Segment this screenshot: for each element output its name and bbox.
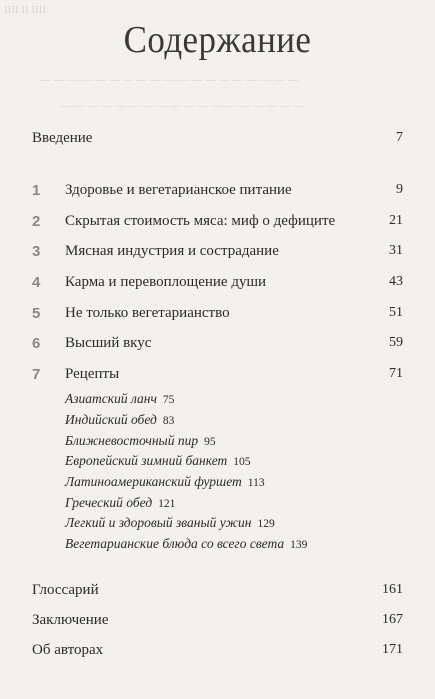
chapter-number: 7 (32, 366, 41, 383)
chapter-label: Высший вкус (65, 335, 152, 351)
toc-recipe-entry[interactable] (65, 453, 251, 469)
toc-page-number: 9 (396, 182, 403, 197)
recipe-label: Вегетарианские блюда со всего света (65, 536, 285, 551)
chapter-label: Здоровье и вегетарианское питание (65, 182, 292, 198)
toc-entry-glossary[interactable] (32, 582, 403, 604)
toc-page-number: 171 (382, 642, 403, 657)
toc-entry-authors[interactable] (32, 642, 403, 664)
toc-page-number: 7 (396, 130, 403, 145)
chapter-number: 2 (32, 213, 41, 230)
toc-page-number: 113 (247, 477, 265, 489)
chapter-number: 4 (32, 274, 41, 291)
chapter-label: Рецепты (65, 366, 120, 382)
toc-page-number: 51 (389, 305, 403, 320)
page-title: Содержание (123, 19, 312, 61)
chapter-number: 3 (32, 243, 41, 260)
toc-page-number: 83 (162, 415, 175, 427)
bleed-through-text: — — — — — — — — — — — — — — — — — — — (40, 74, 299, 86)
toc-page-number: 71 (389, 366, 403, 381)
chapter-number: 5 (32, 305, 41, 322)
toc-page-number: 59 (389, 335, 403, 350)
recipe-label: Азиатский ланч (65, 391, 157, 406)
toc-chapter[interactable] (32, 274, 403, 296)
toc-chapter[interactable] (32, 243, 403, 265)
chapter-number: 6 (32, 335, 41, 352)
recipe-label: Латиноамериканский фуршет (65, 474, 242, 489)
toc-entry-label: Заключение (32, 612, 109, 628)
toc-recipe-entry[interactable] (65, 433, 216, 449)
toc-recipe-entry[interactable] (65, 391, 174, 407)
toc-recipe-entry[interactable] (65, 495, 175, 511)
recipe-label: Индийский обед (65, 412, 157, 427)
chapter-label: Не только вегетарианство (65, 305, 230, 321)
toc-recipe-entry[interactable] (65, 536, 307, 552)
toc-chapter[interactable] (32, 305, 403, 327)
recipe-label: Ближневосточный пир (65, 433, 199, 448)
toc-page-number: 21 (389, 213, 403, 228)
toc-page-number: 75 (162, 394, 175, 406)
toc-page-number: 167 (382, 612, 403, 627)
toc-chapter[interactable] (32, 335, 403, 357)
toc-recipe-entry[interactable] (65, 515, 275, 531)
toc-chapter[interactable] (32, 182, 403, 204)
toc-page-number: 43 (389, 274, 403, 289)
toc-page-number: 31 (389, 243, 403, 258)
chapter-label: Скрытая стоимость мяса: миф о дефиците (65, 213, 336, 229)
toc-chapter[interactable] (32, 213, 403, 235)
recipe-label: Легкий и здоровый званый ужин (65, 515, 252, 530)
toc-page-number: 95 (204, 436, 216, 448)
chapter-label: Мясная индустрия и сострадание (65, 243, 279, 259)
toc-recipe-entry[interactable] (65, 474, 265, 490)
toc-page-number: 139 (290, 539, 308, 551)
toc-entry-intro[interactable] (32, 130, 403, 152)
toc-entry-label: Глоссарий (32, 582, 99, 598)
toc-recipe-entry[interactable] (65, 412, 174, 428)
toc-page-number: 121 (158, 498, 176, 510)
toc-page-number: 129 (257, 518, 275, 530)
chapter-number: 1 (32, 182, 41, 199)
toc-chapter[interactable] (32, 366, 403, 388)
toc-page-number: 105 (233, 456, 251, 468)
bleed-through-text: ІІІІ ІІ ІІІІ (4, 4, 47, 16)
toc-entry-label: Введение (32, 130, 93, 146)
bleed-through-text: — — — — — — — — — — — — — — — — — — (60, 100, 305, 112)
toc-entry-conclusion[interactable] (32, 612, 403, 634)
toc-entry-label: Об авторах (32, 642, 104, 658)
recipe-label: Европейский зимний банкет (65, 453, 228, 468)
toc-page-number: 161 (382, 582, 403, 597)
chapter-label: Карма и перевоплощение души (65, 274, 267, 290)
recipe-label: Греческий обед (65, 495, 153, 510)
